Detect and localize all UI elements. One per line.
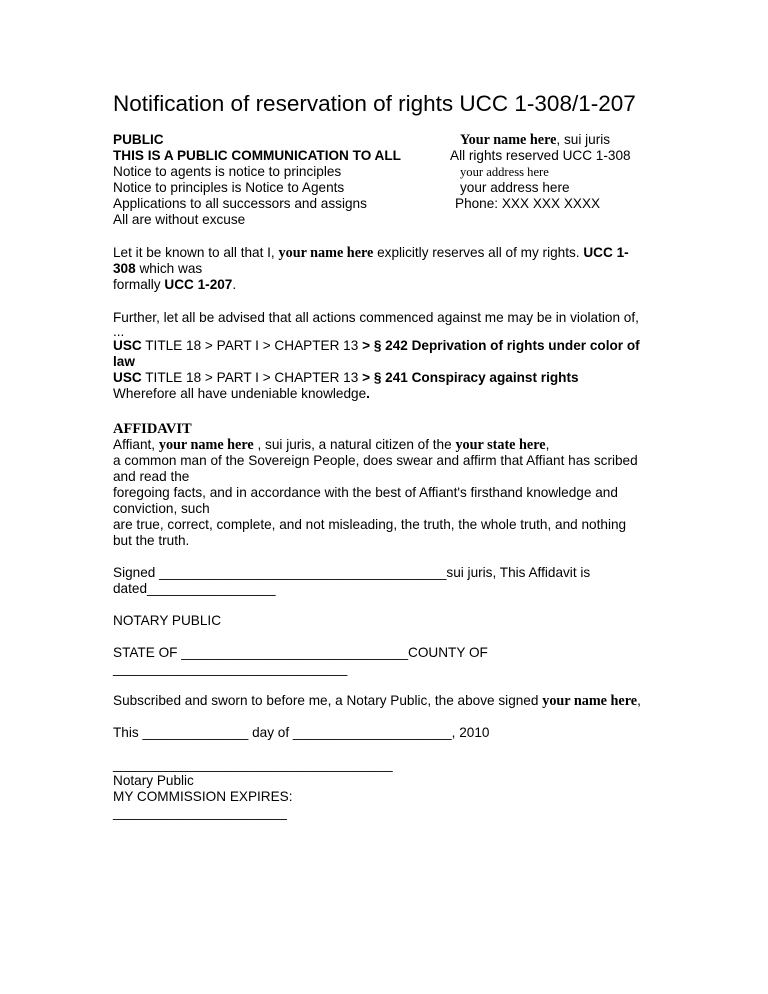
subscribed-comma: , <box>637 693 641 708</box>
affiant-state: your state here <box>455 437 546 453</box>
notary-signature-section <box>113 757 653 821</box>
affidavit-section <box>113 421 653 549</box>
reservation-text-a: Let it be known to all that I, <box>113 245 275 260</box>
public-label: PUBLIC <box>113 132 164 147</box>
dated-line: dated_________________ <box>113 581 276 596</box>
sender-name: Your name here <box>460 132 557 148</box>
reservation-line-3 <box>113 277 653 293</box>
affidavit-line-1 <box>113 437 653 453</box>
applications-line: Applications to all successors and assigns <box>113 196 367 211</box>
violation-intro: Further, let all be advised that all actions commenced against me may be in violation of, <box>113 310 639 325</box>
affiant-name: your name here <box>158 437 254 453</box>
document-title: Notification of reservation of rights UCC 1-308/1-207 <box>113 91 636 116</box>
notice-principles-line: Notice to principles is Notice to Agents <box>113 180 345 195</box>
reservation-line-1 <box>113 245 653 261</box>
reservation-period: . <box>232 277 237 292</box>
reservation-text-b: explicitly reserves all of my rights. <box>377 245 580 260</box>
without-excuse-line: All are without excuse <box>113 212 246 227</box>
reservation-text-d: formally <box>113 277 161 292</box>
affidavit-heading: AFFIDAVIT <box>113 421 192 437</box>
signed-section <box>113 565 653 597</box>
signed-line: Signed ______________________________________sui juris, This Affidavit is <box>113 565 591 580</box>
usc-gt-242: > <box>362 338 371 353</box>
usc-label-241: USC <box>113 370 142 385</box>
reservation-paragraph <box>113 245 653 293</box>
public-communication-label: THIS IS A PUBLIC COMMUNICATION TO ALL <box>113 148 401 163</box>
notice-agents-line: Notice to agents is notice to principles <box>113 164 342 179</box>
reservation-text-c: which was <box>139 261 203 276</box>
usc-242-law: law <box>113 354 135 369</box>
rights-reserved-line: All rights reserved UCC 1-308 <box>450 148 631 163</box>
subscribed-text: Subscribed and sworn to before me, a Notary Public, the above signed <box>113 693 539 708</box>
usc-path-241: TITLE 18 > PART I > CHAPTER 13 <box>145 370 359 385</box>
wherefore-line <box>113 386 653 402</box>
this-day-line: This ______________ day of _____________________, 2010 <box>113 725 490 740</box>
ucc-ref-2: 308 <box>113 261 136 276</box>
usc-gt-241: > <box>362 370 371 385</box>
violation-ellipsis: ... <box>113 324 125 339</box>
affidavit-line-3: and read the <box>113 469 190 484</box>
wherefore-period: . <box>366 386 370 401</box>
affidavit-line-7: but the truth. <box>113 533 190 548</box>
usc-section-241: § 241 Conspiracy against rights <box>373 370 579 385</box>
reservation-name: your name here <box>278 245 374 261</box>
header-left <box>113 132 401 228</box>
address-line-1: your address here <box>460 165 549 179</box>
reservation-line-2 <box>113 261 653 277</box>
phone-line: Phone: XXX XXX XXXX <box>455 196 601 211</box>
header-block <box>113 132 653 232</box>
affidavit-line-4: foregoing facts, and in accordance with the best of Affiant's firsthand knowledge and <box>113 485 618 500</box>
commission-blank-line: _______________________ <box>113 805 287 820</box>
ucc-ref-3: UCC 1-207 <box>164 277 233 292</box>
usc-241-line <box>113 370 653 386</box>
sui-juris-suffix: , sui juris <box>556 132 611 147</box>
state-county-section <box>113 645 653 677</box>
state-county-line: STATE OF ______________________________COUNTY OF <box>113 645 488 660</box>
address-line-2: your address here <box>460 180 570 195</box>
affidavit-line-5: conviction, such <box>113 501 210 516</box>
ucc-ref-1: UCC 1- <box>583 245 629 260</box>
notary-public-heading: NOTARY PUBLIC <box>113 613 222 628</box>
usc-path-242: TITLE 18 > PART I > CHAPTER 13 <box>145 338 359 353</box>
subscribed-line <box>113 693 653 709</box>
notary-public-label: Notary Public <box>113 773 194 788</box>
wherefore-text: Wherefore all have undeniable knowledge <box>113 386 367 401</box>
affidavit-line-6: are true, correct, complete, and not misleading, the truth, the whole truth, and nothing <box>113 517 627 532</box>
commission-expires-label: MY COMMISSION EXPIRES: <box>113 789 293 804</box>
county-blank-line: _______________________________ <box>113 661 348 676</box>
header-right <box>450 132 631 212</box>
affidavit-text-a: Affiant, <box>113 437 156 452</box>
notary-signature-line: _____________________________________ <box>113 757 393 772</box>
usc-label-242: USC <box>113 338 142 353</box>
affidavit-line-2: a common man of the Sovereign People, does swear and affirm that Affiant has scribed <box>113 453 638 468</box>
affidavit-text-b: , sui juris, a natural citizen of the <box>257 437 452 452</box>
subscribed-name: your name here <box>542 693 638 709</box>
sender-name-line <box>450 132 631 148</box>
violation-paragraph <box>113 310 653 402</box>
usc-section-242: § 242 Deprivation of rights under color of <box>373 338 640 353</box>
usc-242-line <box>113 338 653 354</box>
affidavit-comma: , <box>545 437 550 452</box>
